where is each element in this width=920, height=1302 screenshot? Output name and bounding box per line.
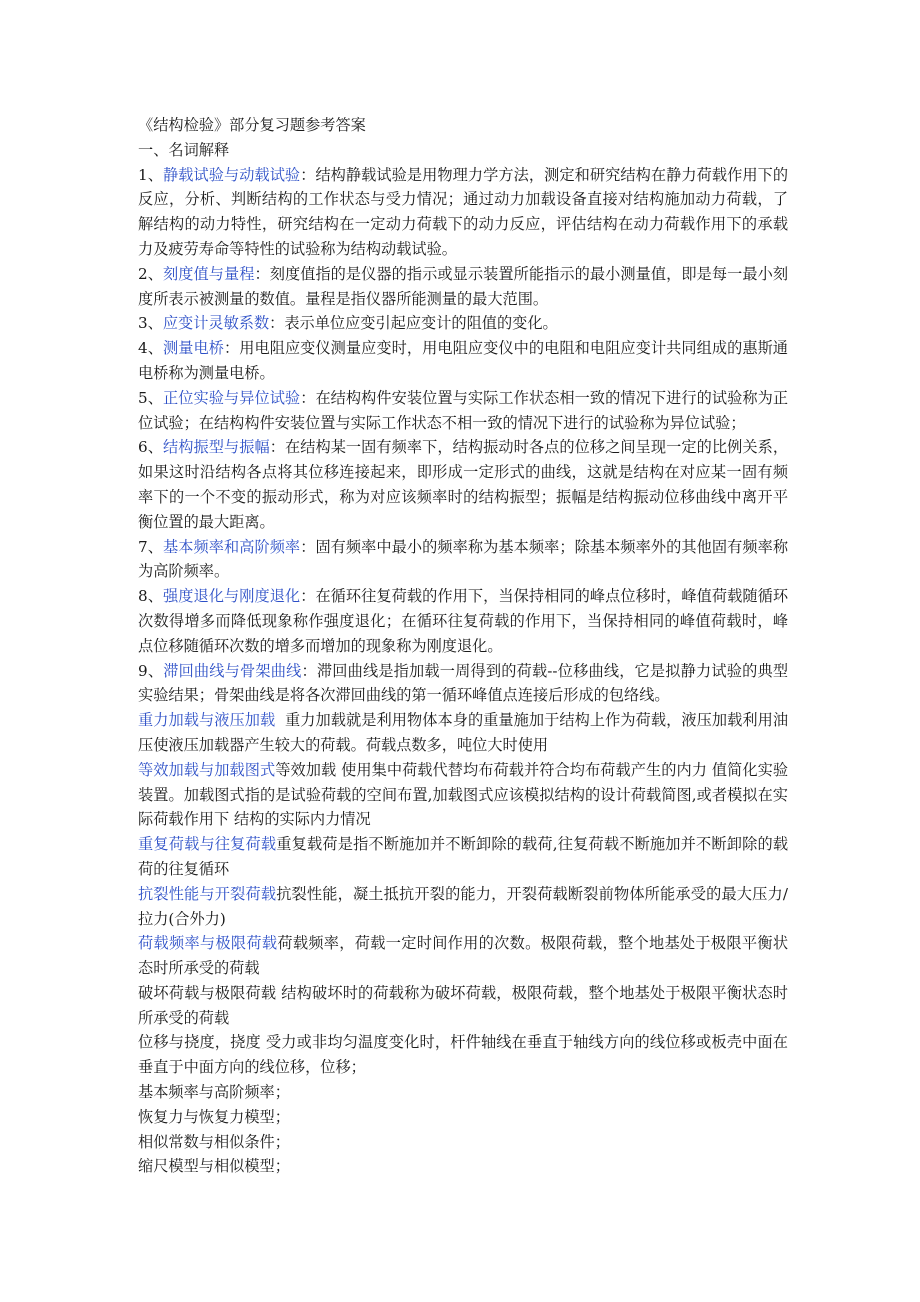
trailing-items-list xyxy=(138,1080,788,1179)
definition-entry xyxy=(138,262,788,312)
entry-separator: ： xyxy=(301,661,317,680)
entry-term: 静载试验与动载试验 xyxy=(162,165,301,184)
entry-definition: 刻度值指的是仪器的指示或显示装置所能指示的最小测量值，即是每一最小刻度所表示被测量的数值。量程是指仪器所能测量的最大范围。 xyxy=(138,264,789,308)
entry-separator: ： xyxy=(254,264,270,283)
entry-separator: ： xyxy=(300,537,316,556)
trailing-item: 相似常数与相似条件； xyxy=(138,1132,290,1151)
entry-term: 荷载频率与极限荷载 xyxy=(138,934,278,953)
entries-list xyxy=(138,163,788,1080)
entry-number: 5、 xyxy=(138,388,163,407)
trailing-item: 恢复力与恢复力模型； xyxy=(138,1107,290,1126)
definition-entry xyxy=(138,163,788,262)
entry-separator: ： xyxy=(269,314,285,333)
entry-term: 强度退化与刚度退化 xyxy=(162,587,301,606)
entry-term: 滞回曲线与骨架曲线 xyxy=(163,661,302,680)
entry-separator: ： xyxy=(269,438,285,457)
entry-separator: ： xyxy=(300,587,316,606)
entry-definition: 滞回曲线是指加载一周得到的荷载--位移曲线，它是拟静力试验的典型实验结果；骨架曲线是将各次滞回曲线的第一循环峰值点连接后形成的包络线。 xyxy=(138,661,789,705)
entry-term: 测量电桥 xyxy=(162,339,224,358)
entry-number: 3、 xyxy=(138,314,163,333)
entry-term: 正位实验与异位试验 xyxy=(162,388,301,407)
definition-entry xyxy=(138,758,788,832)
definition-entry xyxy=(138,336,788,386)
entry-term: 结构振型与振幅 xyxy=(162,438,270,457)
definition-entry xyxy=(138,882,788,932)
definition-entry xyxy=(138,981,788,1031)
entry-number: 6、 xyxy=(138,438,163,457)
definition-entry xyxy=(138,931,788,981)
entry-number: 4、 xyxy=(138,339,163,358)
entry-term: 应变计灵敏系数 xyxy=(162,314,270,333)
entry-term: 重力加载与液压加载 xyxy=(138,711,276,730)
entry-definition: 抗裂性能，凝土抵抗开裂的能力，开裂荷载断裂前物体所能承受的最大压力/拉力(合外力) xyxy=(138,884,788,928)
entry-number: 1、 xyxy=(138,165,163,184)
definition-entry xyxy=(138,659,788,709)
trailing-item: 缩尺模型与相似模型； xyxy=(138,1157,290,1176)
entry-separator: ： xyxy=(300,165,316,184)
entry-definition: 破坏荷载与极限荷载 结构破坏时的荷载称为破坏荷载，极限荷载，整个地基处于极限平衡状态时所承受的荷载 xyxy=(138,983,788,1027)
entry-definition: 位移与挠度，挠度 受力或非均匀温度变化时，杆件轴线在垂直于轴线方向的线位移或板壳中面在垂直于中面方向的线位移，位移； xyxy=(138,1033,788,1077)
entry-separator: ： xyxy=(223,339,240,358)
entry-definition: 重力加载就是利用物体本身的重量施加于结构上作为荷载，液压加载利用油压使液压加载器产生较大的荷载。荷载点数多，吨位大时使用 xyxy=(138,711,789,754)
entry-number: 8、 xyxy=(138,587,163,606)
entry-separator: ： xyxy=(300,388,316,407)
entry-term: 重复荷载与往复荷载 xyxy=(138,835,277,854)
section-heading: 一、名词解释 xyxy=(138,140,230,159)
entry-separator xyxy=(275,711,285,729)
entry-definition: 重复载荷是指不断施加并不断卸除的载荷,往复荷载不断施加并不断卸除的载荷的往复循环 xyxy=(138,835,789,878)
definition-entry xyxy=(138,832,788,882)
entry-definition: 在结构构件安装位置与实际工作状态相一致的情况下进行的试验称为正位试验；在结构构件安装位置与实际工作状态不相一致的情况下进行的试验称为异位试验； xyxy=(138,388,789,432)
entry-term: 抗裂性能与开裂荷载 xyxy=(138,884,277,903)
definition-entry xyxy=(138,386,788,436)
definition-entry xyxy=(138,1030,788,1080)
definition-entry xyxy=(138,708,788,758)
entry-definition: 结构静载试验是用物理力学方法，测定和研究结构在静力荷载作用下的反应，分析、判断结构的工作状态与受力情况；通过动力加载设备直接对结构施加动力荷载，了解结构的动力特性，研究结构在一定动力荷载下的动力反应，评估结构在动力荷载作用下的承载力及疲劳寿命等特性的试验称为结构动载试验。 xyxy=(138,165,789,258)
entry-term: 刻度值与量程 xyxy=(162,264,255,283)
document-title: 《结构检验》部分复习题参考答案 xyxy=(138,116,366,134)
entry-term: 基本频率和高阶频率 xyxy=(162,537,301,556)
trailing-item: 基本频率与高阶频率； xyxy=(138,1083,290,1102)
definition-entry xyxy=(138,311,788,336)
entry-number: 7、 xyxy=(138,537,163,556)
definition-entry xyxy=(138,435,788,534)
entry-definition: 在循环往复荷载的作用下，当保持相同的峰点位移时，峰值荷载随循环次数得增多而降低现象称作强度退化；在循环往复荷载的作用下，当保持相同的峰值荷载时，峰点位移随循环次数的增多而增加的现象称为刚度退化。 xyxy=(138,587,789,655)
definition-entry xyxy=(138,584,788,658)
entry-definition: 表示单位应变引起应变计的阻值的变化。 xyxy=(284,314,558,333)
entry-definition: 用电阻应变仪测量应变时，用电阻应变仪中的电阻和电阻应变计共同组成的惠斯通电桥称为测量电桥。 xyxy=(138,339,788,382)
entry-number: 9、 xyxy=(138,661,164,680)
entry-number: 2、 xyxy=(138,264,163,283)
document-page xyxy=(138,113,788,1179)
entry-definition: 荷载频率，荷载一定时间作用的次数。极限荷载，整个地基处于极限平衡状态时所承受的荷载 xyxy=(138,934,789,978)
definition-entry xyxy=(138,535,788,585)
entry-definition: 等效加载 使用集中荷载代替均布荷载并符合均布荷载产生的内力 值简化实验装置。加载图式指的是试验荷载的空间布置,加载图式应该模拟结构的设计荷载简图,或者模拟在实际荷载作用下 结构的实际内力情况 xyxy=(138,760,789,829)
entry-definition: 固有频率中最小的频率称为基本频率；除基本频率外的其他固有频率称为高阶频率。 xyxy=(138,537,789,581)
entry-term: 等效加载与加载图式 xyxy=(138,760,276,779)
entry-definition: 在结构某一固有频率下，结构振动时各点的位移之间呈现一定的比例关系，如果这时沿结构各点将其位移连接起来，即形成一定形式的曲线，这就是结构在对应某一固有频率下的一个不变的振动形式，称为对应该频率时的结构振型；振幅是结构振动位移曲线中离开平衡位置的最大距离。 xyxy=(138,438,789,531)
